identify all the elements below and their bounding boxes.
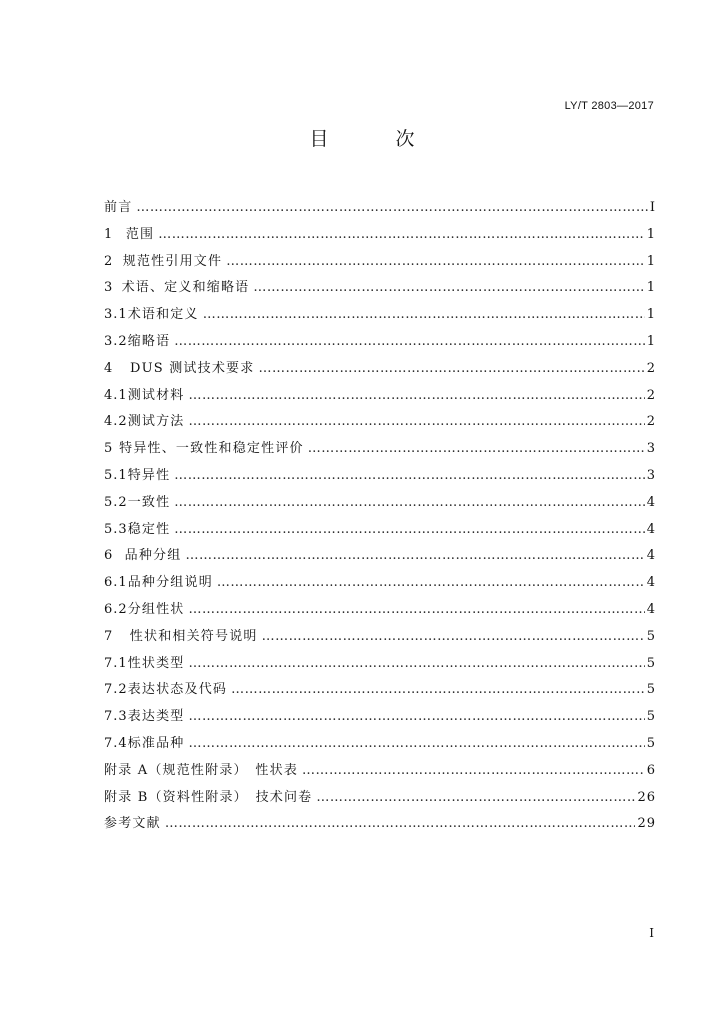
toc-entry-number: 7.2 — [104, 682, 128, 698]
table-of-contents — [104, 195, 656, 838]
toc-leader-dots — [226, 249, 645, 276]
toc-entry-page: 5 — [646, 682, 656, 698]
toc-entry-page: 4 — [646, 601, 656, 617]
toc-leader-dots — [316, 785, 635, 812]
toc-entry-references[interactable] — [104, 811, 656, 838]
toc-entry-number: 3.2 — [104, 333, 128, 349]
toc-entry-label: 参考文献 — [104, 816, 161, 832]
toc-leader-dots — [203, 302, 645, 329]
toc-entry-number: 5.2 — [104, 494, 128, 510]
toc-entry[interactable] — [104, 517, 656, 544]
toc-entry[interactable] — [104, 651, 656, 678]
toc-entry-page: 3 — [646, 467, 656, 483]
toc-entry-number: 2 — [104, 253, 114, 269]
toc-entry-page: 2 — [646, 414, 656, 430]
toc-entry-number: 7 — [104, 628, 114, 644]
toc-entry[interactable] — [104, 543, 656, 570]
toc-entry[interactable] — [104, 275, 656, 302]
toc-entry-label: 测试材料 — [127, 387, 185, 403]
toc-leader-dots — [185, 543, 644, 570]
toc-entry[interactable] — [104, 704, 656, 731]
toc-entry-page: 4 — [646, 494, 656, 510]
toc-leader-dots — [189, 409, 645, 436]
toc-entry-number: 4.1 — [104, 387, 128, 403]
toc-leader-dots — [174, 329, 644, 356]
toc-leader-dots — [231, 677, 645, 704]
toc-entry-label: 性状和相关符号说明 — [129, 628, 258, 644]
toc-entry-page: 4 — [646, 575, 656, 591]
toc-entry[interactable] — [104, 302, 656, 329]
toc-entry-page: 2 — [646, 360, 656, 376]
toc-leader-dots — [262, 624, 645, 651]
toc-entry-page: 5 — [646, 735, 656, 751]
toc-entry-label: 前言 — [104, 200, 133, 215]
toc-entry[interactable] — [104, 677, 656, 704]
toc-entry-number: 7.4 — [104, 735, 128, 751]
toc-entry-label: 规范性引用文件 — [122, 253, 223, 269]
toc-entry-page: 5 — [646, 655, 656, 671]
toc-entry-appendix-a[interactable] — [104, 758, 656, 785]
toc-entry-page: 5 — [646, 709, 656, 725]
toc-entry-number: 4.2 — [104, 414, 128, 430]
toc-leader-dots — [174, 490, 644, 517]
toc-entry-number: 5.1 — [104, 467, 128, 483]
toc-leader-dots — [258, 356, 644, 383]
toc-entry-label: 缩略语 — [127, 333, 171, 349]
toc-entry-page: 1 — [646, 253, 656, 269]
toc-entry-number: 3.1 — [104, 307, 128, 323]
toc-entry-number: 7.3 — [104, 709, 128, 725]
toc-entry-page: 3 — [646, 441, 656, 457]
toc-leader-dots — [174, 517, 644, 544]
toc-entry-label: 标准品种 — [127, 735, 185, 751]
toc-entry-page: 1 — [646, 307, 656, 323]
toc-leader-dots — [158, 222, 644, 249]
toc-entry-label: 术语和定义 — [127, 307, 199, 323]
toc-entry-label: 特异性 — [127, 467, 171, 483]
toc-entry[interactable] — [104, 409, 656, 436]
toc-entry-label: 范围 — [125, 226, 155, 242]
toc-entry-label: DUS 测试技术要求 — [130, 360, 255, 376]
toc-leader-dots — [174, 463, 644, 490]
toc-leader-dots — [189, 383, 645, 410]
toc-entry-page: I — [649, 200, 656, 215]
toc-entry-number: 6.2 — [104, 601, 128, 617]
toc-entry[interactable] — [104, 731, 656, 758]
toc-entry-page: 26 — [637, 789, 656, 805]
toc-entry-page: 2 — [646, 387, 656, 403]
toc-entry[interactable] — [104, 436, 656, 463]
toc-entry-number: 7.1 — [104, 655, 128, 671]
toc-entry-number: 3 — [104, 280, 114, 296]
toc-entry-label: 性状类型 — [127, 655, 185, 671]
toc-entry-number: 5.3 — [104, 521, 128, 537]
toc-entry-label: 品种分组说明 — [127, 575, 213, 591]
toc-entry[interactable] — [104, 195, 656, 222]
toc-entry-appendix-b[interactable] — [104, 785, 656, 812]
toc-entry[interactable] — [104, 463, 656, 490]
toc-leader-dots — [165, 811, 636, 838]
toc-entry-number: 6.1 — [104, 575, 128, 591]
toc-entry-number: 4 — [104, 360, 114, 376]
toc-entry[interactable] — [104, 597, 656, 624]
toc-entry-number: 6 — [104, 548, 114, 564]
toc-entry-label: 分组性状 — [127, 601, 185, 617]
toc-entry-page: 1 — [646, 226, 656, 242]
toc-entry-label: 测试方法 — [127, 414, 185, 430]
toc-entry[interactable] — [104, 490, 656, 517]
toc-entry-label: 特异性、一致性和稳定性评价 — [119, 441, 304, 457]
toc-entry-page: 4 — [646, 548, 656, 564]
toc-entry-number: 5 — [104, 441, 114, 457]
toc-entry[interactable] — [104, 383, 656, 410]
footer-page-number: I — [649, 926, 654, 940]
toc-entry-page: 4 — [646, 521, 656, 537]
toc-entry-label: 表达状态及代码 — [127, 682, 228, 698]
toc-entry[interactable] — [104, 570, 656, 597]
toc-entry[interactable] — [104, 249, 656, 276]
toc-entry-page: 5 — [646, 628, 656, 644]
toc-leader-dots — [253, 275, 644, 302]
toc-leader-dots — [302, 758, 645, 785]
toc-entry-label: 附录 B（资料性附录） 技术问卷 — [104, 789, 313, 805]
toc-leader-dots — [189, 704, 645, 731]
toc-entry-label: 术语、定义和缩略语 — [121, 280, 250, 296]
toc-entry[interactable] — [104, 624, 656, 651]
toc-entry-label: 稳定性 — [127, 521, 171, 537]
toc-entry-page: 29 — [637, 816, 656, 832]
toc-leader-dots — [189, 651, 645, 678]
toc-entry-label: 一致性 — [127, 494, 171, 510]
toc-entry-label: 表达类型 — [127, 709, 185, 725]
toc-entry-label: 附录 A（规范性附录） 性状表 — [104, 762, 299, 778]
toc-entry[interactable] — [104, 329, 656, 356]
toc-entry-number: 1 — [104, 226, 114, 242]
toc-leader-dots — [308, 436, 645, 463]
page-title: 目 次 — [309, 128, 439, 150]
toc-entry[interactable] — [104, 222, 656, 249]
toc-leader-dots — [136, 195, 647, 222]
toc-entry-label: 品种分组 — [124, 548, 182, 564]
toc-leader-dots — [217, 570, 645, 597]
toc-leader-dots — [189, 731, 645, 758]
toc-entry-page: 1 — [646, 333, 656, 349]
toc-entry-page: 1 — [646, 280, 656, 296]
standard-code: LY/T 2803—2017 — [564, 100, 654, 112]
toc-entry[interactable] — [104, 356, 656, 383]
toc-leader-dots — [189, 597, 645, 624]
toc-entry-page: 6 — [646, 762, 656, 778]
